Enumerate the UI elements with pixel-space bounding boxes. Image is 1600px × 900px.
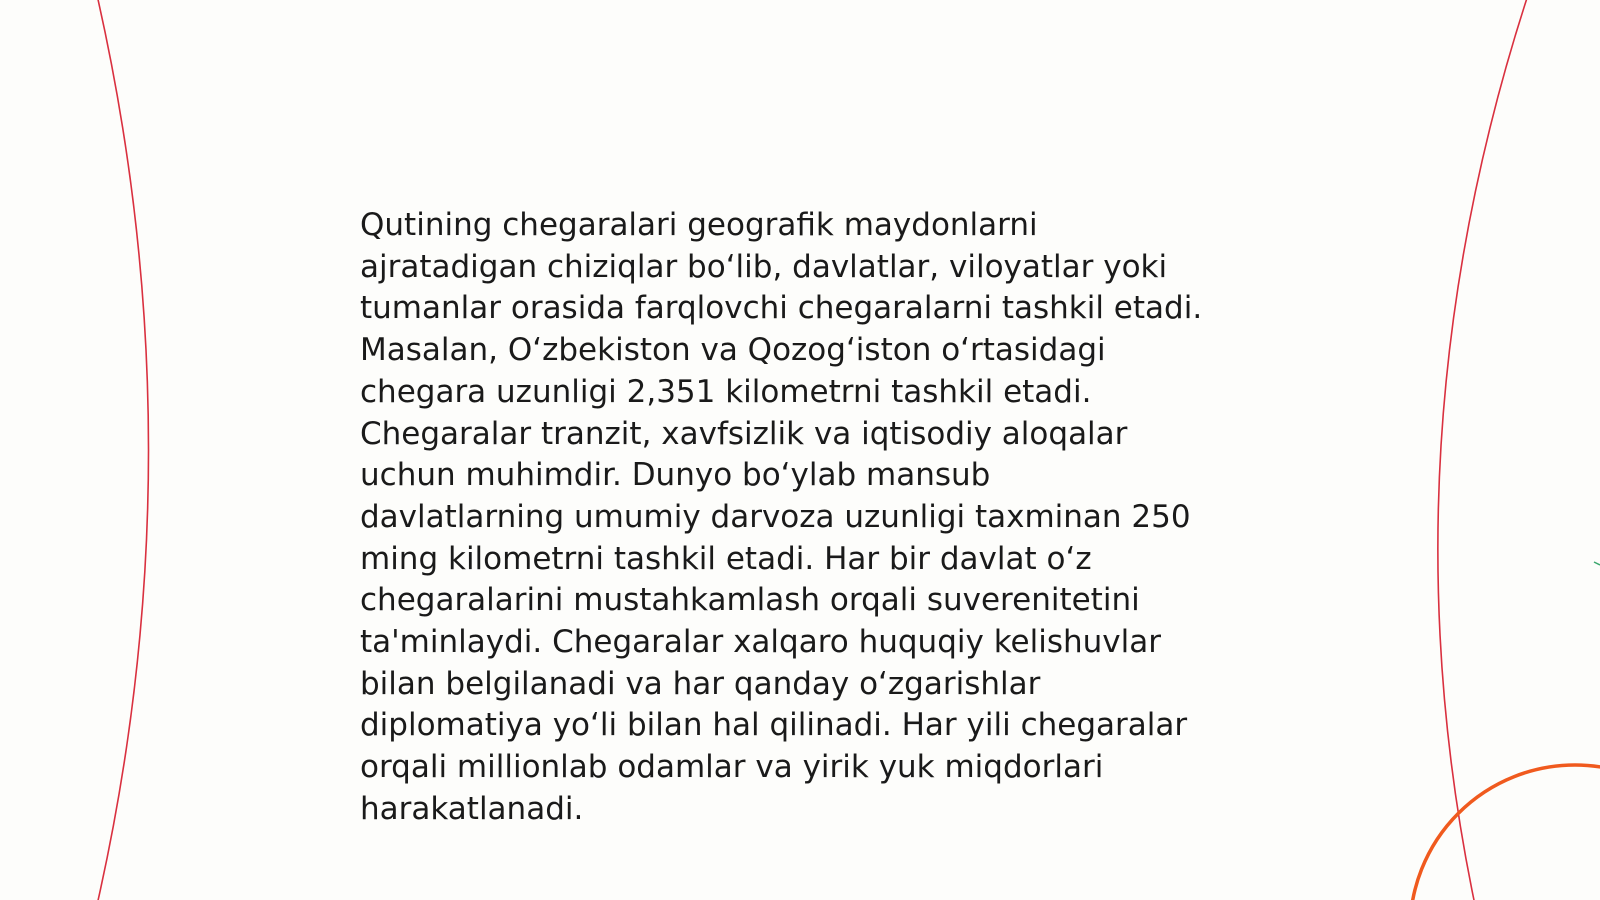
body-line: tumanlar orasida farqlovchi chegaralarni tashkil etadi. xyxy=(360,290,1203,327)
body-line: chegara uzunligi 2,351 kilometrni tashkil etadi. xyxy=(360,373,1092,410)
body-line: chegaralarini mustahkamlash orqali suverenitetini xyxy=(360,582,1140,619)
left-curve-line xyxy=(97,0,149,900)
body-line: ming kilometrni tashkil etadi. Har bir davlat o‘z xyxy=(360,540,1092,577)
body-line: orqali millionlab odamlar va yirik yuk miqdorlari xyxy=(360,749,1104,786)
body-line: davlatlarning umumiy darvoza uzunligi taxminan 250 xyxy=(360,498,1191,535)
body-line: diplomatiya yo‘li bilan hal qilinadi. Har yili chegaralar xyxy=(360,707,1188,744)
body-line: ta'minlaydi. Chegaralar xalqaro huquqiy kelishuvlar xyxy=(360,624,1161,661)
body-line: ajratadigan chiziqlar bo‘lib, davlatlar, viloyatlar yoki xyxy=(360,248,1168,285)
body-line: Chegaralar tranzit, xavfsizlik va iqtisodiy aloqalar xyxy=(360,415,1128,452)
body-line: harakatlanadi. xyxy=(360,790,584,827)
body-line: bilan belgilanadi va har qanday o‘zgarishlar xyxy=(360,665,1041,702)
right-curve-line xyxy=(1438,0,1528,900)
body-line: Masalan, O‘zbekiston va Qozog‘iston o‘rtasidagi xyxy=(360,332,1106,369)
body-paragraph xyxy=(360,205,1260,831)
body-line: uchun muhimdir. Dunyo bo‘ylab mansub xyxy=(360,457,991,494)
body-line: Qutining chegaralari geografik maydonlarni xyxy=(360,207,1038,243)
small-green-mark xyxy=(1594,562,1600,565)
orange-arc xyxy=(1410,765,1600,900)
